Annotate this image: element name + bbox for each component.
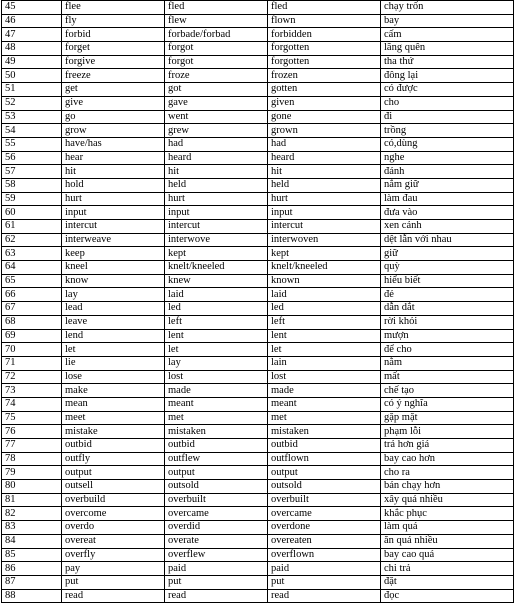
base-form-cell: hold (62, 178, 165, 192)
past-participle-cell: input (268, 206, 381, 220)
past-simple-cell: kept (165, 247, 268, 261)
past-participle-cell: meant (268, 397, 381, 411)
meaning-cell: đi (381, 110, 514, 124)
meaning-cell: đông lại (381, 69, 514, 83)
table-row (2, 1, 514, 15)
table-row (2, 548, 514, 562)
past-participle-cell: known (268, 274, 381, 288)
past-simple-cell: outbid (165, 439, 268, 453)
meaning-cell: giữ (381, 247, 514, 261)
past-simple-cell: outsold (165, 480, 268, 494)
meaning-cell: dẫn dắt (381, 302, 514, 316)
past-participle-cell: overeaten (268, 534, 381, 548)
meaning-cell: đưa vào (381, 206, 514, 220)
past-participle-cell: overbuilt (268, 493, 381, 507)
meaning-cell: bay cao hơn (381, 452, 514, 466)
past-simple-cell: interwove (165, 233, 268, 247)
meaning-cell: cho ra (381, 466, 514, 480)
past-participle-cell: gone (268, 110, 381, 124)
row-number-cell: 52 (2, 96, 62, 110)
past-simple-cell: met (165, 411, 268, 425)
base-form-cell: overfly (62, 548, 165, 562)
meaning-cell: nằm (381, 356, 514, 370)
base-form-cell: go (62, 110, 165, 124)
base-form-cell: intercut (62, 220, 165, 234)
base-form-cell: forget (62, 42, 165, 56)
row-number-cell: 61 (2, 220, 62, 234)
past-simple-cell: went (165, 110, 268, 124)
table-row (2, 575, 514, 589)
meaning-cell: đẻ (381, 288, 514, 302)
meaning-cell: xây quá nhiều (381, 493, 514, 507)
verb-rows (2, 1, 514, 603)
base-form-cell: lead (62, 302, 165, 316)
past-simple-cell: output (165, 466, 268, 480)
meaning-cell: dệt lẫn với nhau (381, 233, 514, 247)
table-row (2, 83, 514, 97)
base-form-cell: flee (62, 1, 165, 15)
row-number-cell: 71 (2, 356, 62, 370)
past-simple-cell: gave (165, 96, 268, 110)
table-row (2, 411, 514, 425)
row-number-cell: 82 (2, 507, 62, 521)
row-number-cell: 68 (2, 315, 62, 329)
base-form-cell: fly (62, 14, 165, 28)
row-number-cell: 80 (2, 480, 62, 494)
past-participle-cell: forgotten (268, 55, 381, 69)
meaning-cell: ăn quá nhiều (381, 534, 514, 548)
meaning-cell: gặp mặt (381, 411, 514, 425)
row-number-cell: 60 (2, 206, 62, 220)
table-row (2, 124, 514, 138)
row-number-cell: 70 (2, 343, 62, 357)
table-row (2, 589, 514, 603)
meaning-cell: tha thứ (381, 55, 514, 69)
row-number-cell: 69 (2, 329, 62, 343)
base-form-cell: outfly (62, 452, 165, 466)
base-form-cell: outsell (62, 480, 165, 494)
past-participle-cell: met (268, 411, 381, 425)
past-simple-cell: read (165, 589, 268, 603)
base-form-cell: meet (62, 411, 165, 425)
row-number-cell: 56 (2, 151, 62, 165)
row-number-cell: 54 (2, 124, 62, 138)
meaning-cell: đặt (381, 575, 514, 589)
base-form-cell: output (62, 466, 165, 480)
base-form-cell: input (62, 206, 165, 220)
meaning-cell: mất (381, 370, 514, 384)
past-simple-cell: forgot (165, 42, 268, 56)
past-participle-cell: overflown (268, 548, 381, 562)
base-form-cell: lie (62, 356, 165, 370)
table-row (2, 261, 514, 275)
table-row (2, 397, 514, 411)
table-row (2, 343, 514, 357)
row-number-cell: 51 (2, 83, 62, 97)
row-number-cell: 73 (2, 384, 62, 398)
past-simple-cell: mistaken (165, 425, 268, 439)
table-row (2, 165, 514, 179)
base-form-cell: forgive (62, 55, 165, 69)
past-participle-cell: left (268, 315, 381, 329)
base-form-cell: put (62, 575, 165, 589)
table-row (2, 425, 514, 439)
past-simple-cell: knew (165, 274, 268, 288)
row-number-cell: 84 (2, 534, 62, 548)
past-participle-cell: had (268, 137, 381, 151)
row-number-cell: 62 (2, 233, 62, 247)
table-row (2, 356, 514, 370)
past-simple-cell: paid (165, 562, 268, 576)
past-simple-cell: hurt (165, 192, 268, 206)
past-simple-cell: lost (165, 370, 268, 384)
meaning-cell: làm quá (381, 521, 514, 535)
meaning-cell: bán chạy hơn (381, 480, 514, 494)
table-row (2, 206, 514, 220)
row-number-cell: 45 (2, 1, 62, 15)
past-simple-cell: froze (165, 69, 268, 83)
row-number-cell: 76 (2, 425, 62, 439)
meaning-cell: lãng quên (381, 42, 514, 56)
row-number-cell: 83 (2, 521, 62, 535)
past-simple-cell: forbade/forbad (165, 28, 268, 42)
row-number-cell: 74 (2, 397, 62, 411)
past-simple-cell: overdid (165, 521, 268, 535)
past-participle-cell: gotten (268, 83, 381, 97)
past-simple-cell: meant (165, 397, 268, 411)
past-participle-cell: paid (268, 562, 381, 576)
table-row (2, 384, 514, 398)
row-number-cell: 64 (2, 261, 62, 275)
past-participle-cell: made (268, 384, 381, 398)
table-row (2, 452, 514, 466)
table-row (2, 274, 514, 288)
row-number-cell: 72 (2, 370, 62, 384)
row-number-cell: 67 (2, 302, 62, 316)
row-number-cell: 88 (2, 589, 62, 603)
base-form-cell: make (62, 384, 165, 398)
past-participle-cell: interwoven (268, 233, 381, 247)
row-number-cell: 77 (2, 439, 62, 453)
base-form-cell: mistake (62, 425, 165, 439)
past-simple-cell: overate (165, 534, 268, 548)
table-row (2, 69, 514, 83)
meaning-cell: làm đau (381, 192, 514, 206)
past-simple-cell: grew (165, 124, 268, 138)
row-number-cell: 50 (2, 69, 62, 83)
past-simple-cell: knelt/kneeled (165, 261, 268, 275)
table-row (2, 96, 514, 110)
past-simple-cell: flew (165, 14, 268, 28)
past-participle-cell: kept (268, 247, 381, 261)
past-simple-cell: lay (165, 356, 268, 370)
base-form-cell: hear (62, 151, 165, 165)
past-participle-cell: outflown (268, 452, 381, 466)
table-row (2, 493, 514, 507)
meaning-cell: đọc (381, 589, 514, 603)
meaning-cell: để cho (381, 343, 514, 357)
table-row (2, 507, 514, 521)
meaning-cell: quỳ (381, 261, 514, 275)
base-form-cell: overeat (62, 534, 165, 548)
past-simple-cell: overbuilt (165, 493, 268, 507)
past-simple-cell: put (165, 575, 268, 589)
table-row (2, 562, 514, 576)
row-number-cell: 59 (2, 192, 62, 206)
table-row (2, 137, 514, 151)
table-row (2, 110, 514, 124)
past-participle-cell: outbid (268, 439, 381, 453)
table-row (2, 315, 514, 329)
row-number-cell: 87 (2, 575, 62, 589)
table-row (2, 329, 514, 343)
past-participle-cell: laid (268, 288, 381, 302)
base-form-cell: overbuild (62, 493, 165, 507)
row-number-cell: 66 (2, 288, 62, 302)
past-simple-cell: had (165, 137, 268, 151)
row-number-cell: 79 (2, 466, 62, 480)
past-participle-cell: lost (268, 370, 381, 384)
past-simple-cell: left (165, 315, 268, 329)
past-participle-cell: put (268, 575, 381, 589)
base-form-cell: lend (62, 329, 165, 343)
past-participle-cell: lain (268, 356, 381, 370)
row-number-cell: 65 (2, 274, 62, 288)
meaning-cell: trả hơn giá (381, 439, 514, 453)
row-number-cell: 81 (2, 493, 62, 507)
table-row (2, 534, 514, 548)
table-row (2, 480, 514, 494)
table-row (2, 302, 514, 316)
base-form-cell: overdo (62, 521, 165, 535)
past-simple-cell: outflew (165, 452, 268, 466)
meaning-cell: có,dùng (381, 137, 514, 151)
row-number-cell: 57 (2, 165, 62, 179)
past-participle-cell: output (268, 466, 381, 480)
base-form-cell: mean (62, 397, 165, 411)
meaning-cell: hiểu biết (381, 274, 514, 288)
past-simple-cell: overcame (165, 507, 268, 521)
meaning-cell: nắm giữ (381, 178, 514, 192)
past-participle-cell: knelt/kneeled (268, 261, 381, 275)
base-form-cell: have/has (62, 137, 165, 151)
base-form-cell: forbid (62, 28, 165, 42)
row-number-cell: 58 (2, 178, 62, 192)
meaning-cell: rời khỏi (381, 315, 514, 329)
meaning-cell: khắc phục (381, 507, 514, 521)
past-participle-cell: hit (268, 165, 381, 179)
base-form-cell: read (62, 589, 165, 603)
past-simple-cell: held (165, 178, 268, 192)
table-row (2, 521, 514, 535)
table-row (2, 466, 514, 480)
table-row (2, 439, 514, 453)
meaning-cell: đánh (381, 165, 514, 179)
base-form-cell: overcome (62, 507, 165, 521)
table-row (2, 178, 514, 192)
past-participle-cell: held (268, 178, 381, 192)
past-participle-cell: fled (268, 1, 381, 15)
past-simple-cell: hit (165, 165, 268, 179)
base-form-cell: know (62, 274, 165, 288)
meaning-cell: phạm lỗi (381, 425, 514, 439)
table-row (2, 220, 514, 234)
base-form-cell: get (62, 83, 165, 97)
past-participle-cell: frozen (268, 69, 381, 83)
row-number-cell: 55 (2, 137, 62, 151)
meaning-cell: nghe (381, 151, 514, 165)
past-simple-cell: let (165, 343, 268, 357)
past-simple-cell: lent (165, 329, 268, 343)
base-form-cell: hurt (62, 192, 165, 206)
meaning-cell: bay (381, 14, 514, 28)
table-row (2, 288, 514, 302)
base-form-cell: give (62, 96, 165, 110)
base-form-cell: grow (62, 124, 165, 138)
row-number-cell: 75 (2, 411, 62, 425)
past-participle-cell: let (268, 343, 381, 357)
row-number-cell: 53 (2, 110, 62, 124)
past-simple-cell: overflew (165, 548, 268, 562)
table-row (2, 14, 514, 28)
row-number-cell: 63 (2, 247, 62, 261)
past-participle-cell: given (268, 96, 381, 110)
meaning-cell: cấm (381, 28, 514, 42)
past-participle-cell: mistaken (268, 425, 381, 439)
row-number-cell: 85 (2, 548, 62, 562)
base-form-cell: let (62, 343, 165, 357)
meaning-cell: chế tạo (381, 384, 514, 398)
table-row (2, 55, 514, 69)
base-form-cell: freeze (62, 69, 165, 83)
past-participle-cell: overcame (268, 507, 381, 521)
base-form-cell: keep (62, 247, 165, 261)
past-simple-cell: got (165, 83, 268, 97)
past-simple-cell: led (165, 302, 268, 316)
past-participle-cell: heard (268, 151, 381, 165)
table-row (2, 233, 514, 247)
meaning-cell: mượn (381, 329, 514, 343)
row-number-cell: 47 (2, 28, 62, 42)
base-form-cell: lay (62, 288, 165, 302)
past-participle-cell: outsold (268, 480, 381, 494)
past-participle-cell: forbidden (268, 28, 381, 42)
past-simple-cell: laid (165, 288, 268, 302)
base-form-cell: pay (62, 562, 165, 576)
row-number-cell: 48 (2, 42, 62, 56)
table-row (2, 370, 514, 384)
base-form-cell: interweave (62, 233, 165, 247)
table-row (2, 42, 514, 56)
meaning-cell: cho (381, 96, 514, 110)
past-participle-cell: lent (268, 329, 381, 343)
table-row (2, 151, 514, 165)
base-form-cell: lose (62, 370, 165, 384)
meaning-cell: có được (381, 83, 514, 97)
row-number-cell: 86 (2, 562, 62, 576)
past-participle-cell: grown (268, 124, 381, 138)
irregular-verbs-table (1, 0, 514, 603)
row-number-cell: 46 (2, 14, 62, 28)
table-row (2, 192, 514, 206)
past-participle-cell: read (268, 589, 381, 603)
past-participle-cell: intercut (268, 220, 381, 234)
base-form-cell: kneel (62, 261, 165, 275)
meaning-cell: bay cao quá (381, 548, 514, 562)
row-number-cell: 49 (2, 55, 62, 69)
row-number-cell: 78 (2, 452, 62, 466)
past-simple-cell: fled (165, 1, 268, 15)
past-simple-cell: heard (165, 151, 268, 165)
past-participle-cell: hurt (268, 192, 381, 206)
base-form-cell: hit (62, 165, 165, 179)
table-row (2, 28, 514, 42)
meaning-cell: có ý nghĩa (381, 397, 514, 411)
past-simple-cell: input (165, 206, 268, 220)
past-participle-cell: forgotten (268, 42, 381, 56)
past-participle-cell: led (268, 302, 381, 316)
past-simple-cell: intercut (165, 220, 268, 234)
past-participle-cell: overdone (268, 521, 381, 535)
base-form-cell: outbid (62, 439, 165, 453)
table-row (2, 247, 514, 261)
meaning-cell: xen cảnh (381, 220, 514, 234)
meaning-cell: chi trả (381, 562, 514, 576)
past-participle-cell: flown (268, 14, 381, 28)
meaning-cell: chạy trốn (381, 1, 514, 15)
base-form-cell: leave (62, 315, 165, 329)
meaning-cell: trồng (381, 124, 514, 138)
past-simple-cell: made (165, 384, 268, 398)
past-simple-cell: forgot (165, 55, 268, 69)
